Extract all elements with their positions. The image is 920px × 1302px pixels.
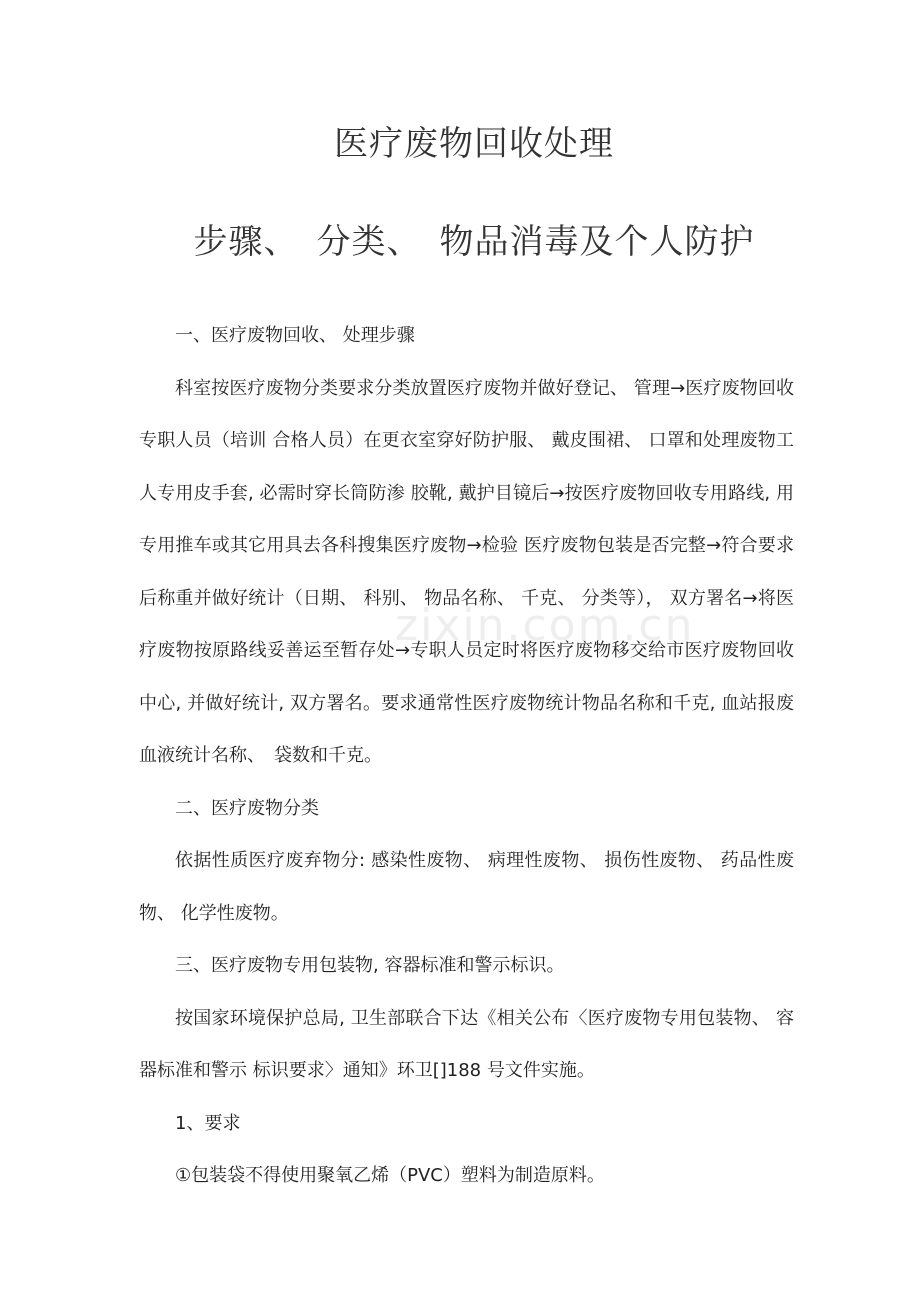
document-body [139, 310, 794, 1203]
watermark: zixin.com.cn [395, 600, 695, 651]
paragraph-procedure: 科室按医疗废物分类要求分类放置医疗废物并做好登记、 管理→医疗废物回收专职人员（培训 合格人员）在更衣室穿好防护服、 戴皮围裙、 口罩和处理废物工人专用皮手套, 必需时穿长筒防渗 胶靴, 戴护目镜后→按医疗废物回收专用路线, 用专用推车或其它用具去各科搜集医疗废物→检验 医疗废物包装是否完整→符合要求后称重并做好统计（日期、 科别、 物品名称、 千克、 分类等）， 双方署名→将医疗废物按原路线妥善运至暂存处→专职人员定时将医疗废物移交给市医疗废物回收 中心, 并做好统计, 双方署名。要求通常性医疗废物统计物品名称和千克, 血站报废血液统计名称、 袋数和千克。 [139, 377, 794, 766]
section-heading-3: 三、医疗废物专用包装物, 容器标准和警示标识。 [175, 955, 565, 976]
paragraph-classification: 依据性质医疗废弃物分: 感染性废物、 病理性废物、 损伤性废物、 药品性废物、 化学性废物。 [139, 850, 794, 924]
section-heading-1: 一、医疗废物回收、 处理步骤 [175, 325, 415, 346]
document-title-line-1: 医疗废物回收处理 [334, 124, 614, 164]
subsection-heading-requirements: 1、要求 [175, 1112, 241, 1134]
document-title-line-2: 步骤、 分类、 物品消毒及个人防护 [193, 222, 755, 262]
section-heading-2: 二、医疗废物分类 [175, 797, 319, 819]
paragraph-standard: 按国家环境保护总局, 卫生部联合下达《相关公布〈医疗废物专用包装物、 容器标准和警示 标识要求〉通知》环卫[]188 号文件实施。 [139, 1007, 794, 1081]
paragraph-requirement-1: ①包装袋不得使用聚氧乙烯（PVC）塑料为制造原料。 [175, 1165, 605, 1186]
